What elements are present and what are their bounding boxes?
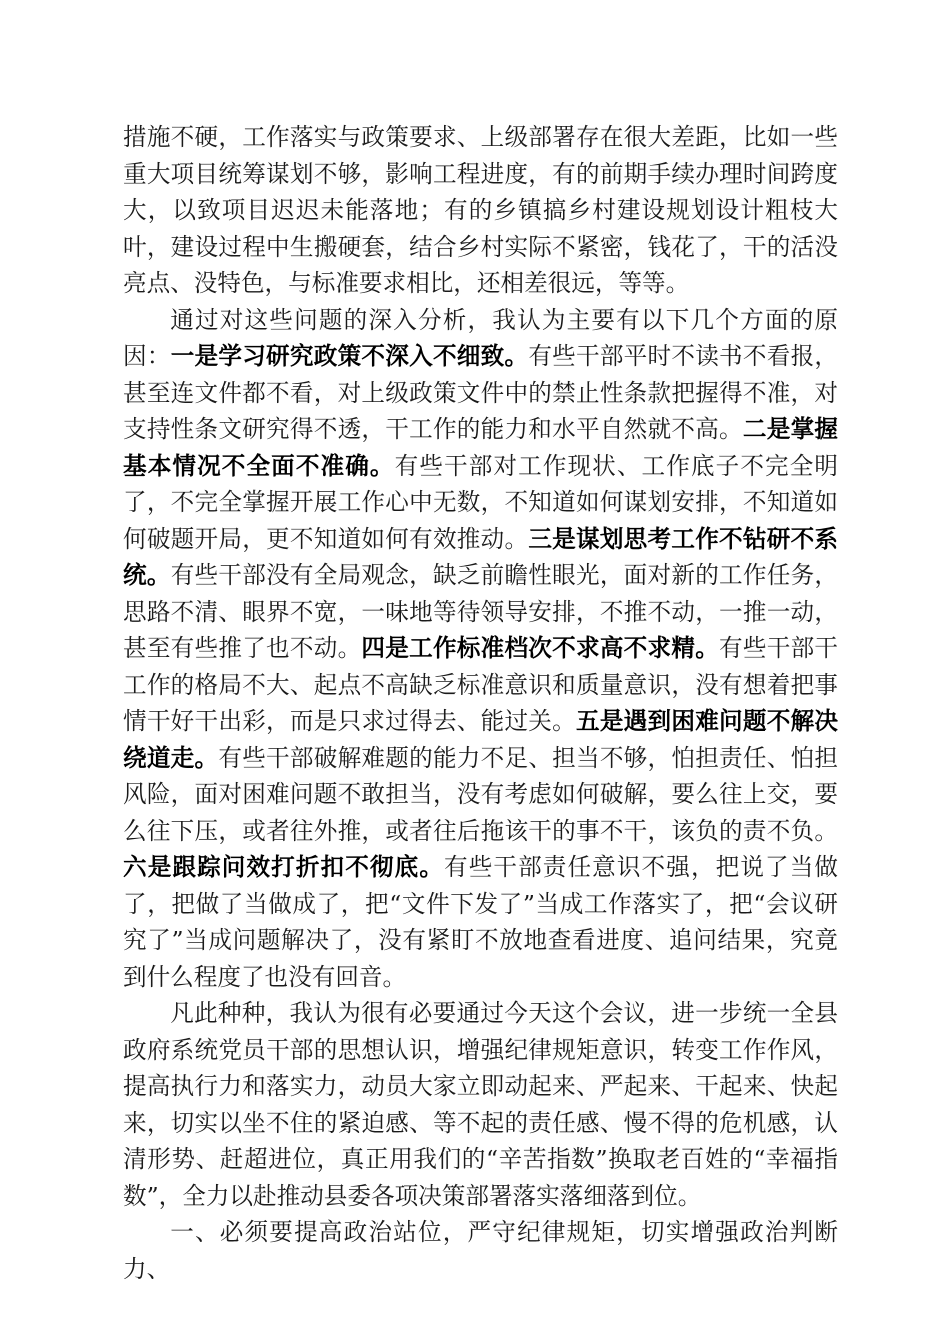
reason-3-heading: 三是谋划思考工作不钻研不系统。 xyxy=(123,524,839,589)
paragraph-1 xyxy=(123,119,838,302)
section-1-heading: 一、必须要提高政治站位，严守纪律规矩，切实增强政治判断力、 xyxy=(123,1218,838,1283)
reason-1-heading: 一是学习研究政策不深入不细致。 xyxy=(170,342,529,370)
reason-5-heading: 五是遇到困难问题不解决绕道走。 xyxy=(123,707,839,772)
reason-2-text: 有些干部对工作现状、工作底子不完全明了，不完全掌握开展工作心中无数，不知道如何谋划安排，不知道如何破题开局，更不知道如何有效推动。 xyxy=(123,451,838,553)
paragraph-4 xyxy=(123,1214,838,1287)
paragraph-2 xyxy=(123,302,838,996)
paragraph-2-intro: 通过对这些问题的深入分析，我认为主要有以下几个方面的原因： xyxy=(123,305,838,370)
reason-3-text: 有些干部没有全局观念，缺乏前瞻性眼光，面对新的工作任务，思路不清、眼界不宽，一味地等待领导安排，不推不动，一推一动，甚至有些推了也不动。 xyxy=(123,561,839,662)
reason-5-text: 有些干部破解难题的能力不足、担当不够，怕担责任、怕担风险，面对困难问题不敢担当，没有考虑如何破解，要么往上交，要么往下压，或者往外推，或者往后拖该干的事不干，该负的责不负。 xyxy=(123,743,839,845)
reason-2-heading: 二是掌握基本情况不全面不准确。 xyxy=(123,415,839,480)
reason-4-heading: 四是工作标准档次不求高不求精。 xyxy=(361,634,720,662)
paragraph-3-text: 凡此种种，我认为很有必要通过今天这个会议，进一步统一全县政府系统党员干部的思想认识，增强纪律规矩意识，转变工作作风，提高执行力和落实力，动员大家立即动起来、严起来、干起来、快起来，切实以坐不住的紧迫感、等不起的责任感、慢不得的危机感，认清形势、赶超进位，真正用我们的“辛苦指数”换取老百姓的“幸福指数”，全力以赴推动县委各项决策部署落实落细落到位。 xyxy=(123,999,838,1210)
paragraph-3 xyxy=(123,995,838,1214)
reason-6-heading: 六是跟踪问效打折扣不彻底。 xyxy=(123,853,445,881)
reason-6-text: 有些干部责任意识不强，把说了当做了，把做了当做成了，把“文件下发了”当成工作落实了，把“会议研究了”当成问题解决了，没有紧盯不放地查看进度、追问结果，究竟到什么程度了也没有回音。 xyxy=(123,853,839,991)
reason-4-text: 有些干部干工作的格局不大、起点不高缺乏标准意识和质量意识，没有想着把事情干好干出彩，而是只求过得去、能过关。 xyxy=(123,634,839,735)
paragraph-1-text: 措施不硬，工作落实与政策要求、上级部署存在很大差距，比如一些重大项目统筹谋划不够，影响工程进度，有的前期手续办理时间跨度大，以致项目迟迟未能落地；有的乡镇搞乡村建设规划设计粗枝大叶，建设过程中生搬硬套，结合乡村实际不紧密，钱花了，干的活没亮点、没特色，与标准要求相比，还相差很远，等等。 xyxy=(123,123,838,297)
document-body xyxy=(123,119,838,1287)
reason-1-text: 有些干部平时不读书不看报，甚至连文件都不看，对上级政策文件中的禁止性条款把握得不准，对支持性条文研究得不透，干工作的能力和水平自然就不高。 xyxy=(123,342,839,443)
